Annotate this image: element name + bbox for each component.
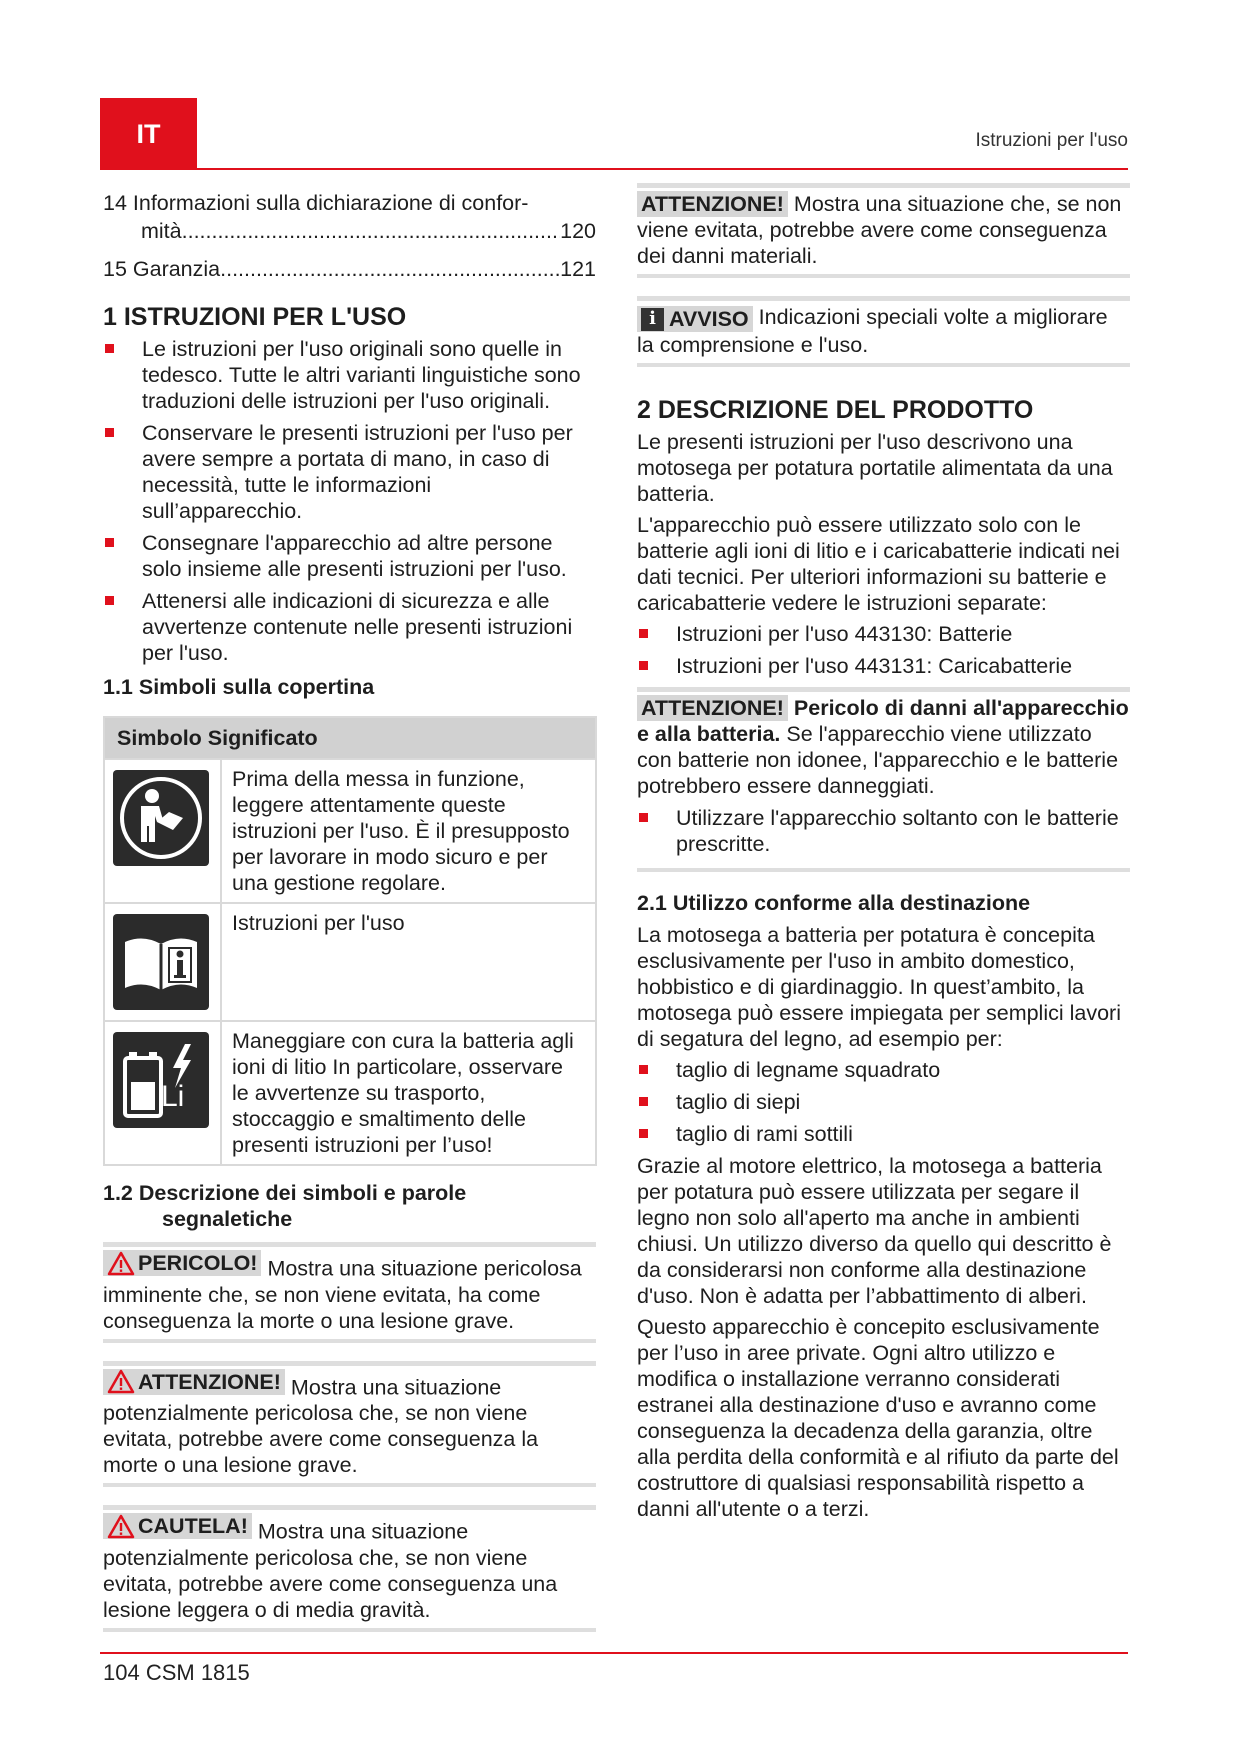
- col-meaning-header: Significato: [207, 726, 318, 750]
- left-column: [103, 190, 596, 1650]
- list-item: Le istruzioni per l'uso originali sono quelle in tedesco. Tutte le altri varianti linguistiche sono traduzioni delle istruzioni per l'uso originali.: [103, 336, 596, 414]
- note-label: ATTENZIONE!: [637, 695, 788, 721]
- table-row: [104, 759, 596, 903]
- cautela-note: [103, 1505, 596, 1632]
- list-item: Consegnare l'apparecchio ad altre persone solo insieme alle presenti istruzioni per l'uso.: [103, 530, 596, 582]
- warning-triangle-icon: [107, 1369, 135, 1394]
- avviso-note: [637, 296, 1130, 367]
- note-list: [637, 805, 1130, 857]
- attenzione-material-note: [637, 183, 1130, 278]
- toc-entry-continued: [103, 218, 596, 244]
- section-1-2-title-line1: 1.2 Descrizione dei simboli e parole: [103, 1181, 467, 1205]
- note-label: ATTENZIONE!: [637, 191, 788, 217]
- toc-entry-line1: 15 Garanzia: [103, 257, 221, 281]
- paragraph: L'apparecchio può essere utilizzato solo con le batterie agli ioni di litio e i caricabatterie indicati nei dati tecnici. Per ulteriori informazioni su batterie e caricabatterie vedere le istruzioni separate:: [637, 513, 1120, 615]
- list-item: taglio di legname squadrato: [637, 1057, 1130, 1083]
- table-row: [104, 1021, 596, 1165]
- meaning-cell: Istruzioni per l'uso: [221, 903, 596, 1021]
- toc-leader: [182, 218, 561, 244]
- note-label-text: PERICOLO!: [138, 1251, 258, 1275]
- list-item: Conservare le presenti istruzioni per l'uso per avere sempre a portata di mano, in caso di necessità, tutte le informazioni sull’apparecchio.: [103, 420, 596, 524]
- header-divider: [100, 168, 1128, 170]
- language-tab: [100, 98, 197, 170]
- paragraph: Grazie al motore elettrico, la motosega a batteria per potatura può essere utilizzata per segare il legno non solo all'aperto ma anche in ambienti chiusi. Un utilizzo diverso da quello qui descritto è da considerarsi non conforme alla destinazione d'uso. Non è adatta per l’abbattimento di alberi.: [637, 1154, 1112, 1308]
- toc-entry-line1: 14 Informazioni sulla dichiarazione di confor-: [103, 191, 529, 215]
- section-1-title: 1 ISTRUZIONI PER L'USO: [103, 303, 407, 331]
- note-label-text: ATTENZIONE!: [138, 1369, 281, 1394]
- note-text: Mostra una situazione potenzialmente pericolosa che, se non viene evitata, potrebbe avere come conseguenza la morte o una lesione grave.: [103, 1375, 539, 1477]
- note-label: [103, 1250, 261, 1276]
- section-1-2-title: [103, 1180, 596, 1232]
- attenzione-note: [103, 1361, 596, 1488]
- section-1-2-title-line2: segnaletiche: [162, 1207, 293, 1231]
- section-2-1-title: 2.1 Utilizzo conforme alla destinazione: [637, 891, 1031, 915]
- section-2-1-list: [637, 1057, 1130, 1147]
- list-item: Attenersi alle indicazioni di sicurezza e alle avvertenze contenute nelle presenti istruzioni per l'uso.: [103, 588, 596, 666]
- list-item: Istruzioni per l'uso 443131: Caricabatterie: [637, 653, 1130, 679]
- warning-triangle-icon: [107, 1251, 135, 1276]
- list-item: taglio di siepi: [637, 1089, 1130, 1115]
- read-manual-icon: [113, 770, 209, 866]
- list-item: Istruzioni per l'uso 443130: Batterie: [637, 621, 1130, 647]
- list-item: Utilizzare l'apparecchio soltanto con le batterie prescritte.: [637, 805, 1130, 857]
- paragraph: La motosega a batteria per potatura è concepita esclusivamente per l'uso in ambito domestico, hobbistico e di giardinaggio. In quest’ambito, la motosega può essere impiegata per semplici lavori di segatura del legno, ad esempio per:: [637, 923, 1121, 1051]
- toc-entry-line2: mità: [141, 219, 182, 243]
- note-text: Se l'apparecchio viene utilizzato con batterie non idonee, l'apparecchio e le batterie potrebbero essere danneggiati.: [637, 722, 1119, 798]
- paragraph: Le presenti istruzioni per l'uso descrivono una motosega per potatura portatile alimentata da una batteria.: [637, 430, 1113, 506]
- list-item: taglio di rami sottili: [637, 1121, 1130, 1147]
- pericolo-note: [103, 1242, 596, 1343]
- paragraph: Questo apparecchio è concepito esclusivamente per l’uso in aree private. Ogni altro utilizzo e modifica o installazione verranno considerati estranei alla destinazione d'uso e avranno come conseguenza la decadenza della garanzia, oltre alla perdita della conformità e al rifiuto da parte del costruttore di qualsiasi responsabilità rispetto a danni all'utente o a terzi.: [637, 1315, 1119, 1521]
- meaning-cell: Prima della messa in funzione, leggere attentamente queste istruzioni per l'uso. È il presupposto per lavorare in modo sicuro e per una gestione regolare.: [221, 759, 596, 903]
- toc-leader: [220, 256, 560, 282]
- li-battery-icon: [113, 1032, 209, 1128]
- note-label-text: CAUTELA!: [138, 1514, 248, 1538]
- toc-entry: [103, 190, 596, 216]
- note-label: [103, 1513, 252, 1539]
- note-text: Mostra una situazione che, se non viene evitata, potrebbe avere come conseguenza dei danni materiali.: [637, 192, 1122, 268]
- note-label: [637, 306, 753, 332]
- li-label: Li: [161, 1080, 185, 1113]
- toc-page: 120: [560, 219, 596, 243]
- toc-entry: [103, 256, 596, 282]
- toc-page: 121: [560, 257, 596, 281]
- symbol-cell: [104, 1021, 221, 1165]
- table-header: [104, 717, 596, 759]
- note-bold-text: Pericolo di danni all'apparecchio e alla batteria.: [637, 696, 1129, 746]
- warning-triangle-icon: [107, 1514, 135, 1539]
- info-icon: i: [641, 308, 664, 331]
- section-1-list: [103, 336, 596, 666]
- table-row: [104, 903, 596, 1021]
- symbols-table: [103, 716, 597, 1166]
- section-2-list: [637, 621, 1130, 679]
- section-1-1-title: 1.1 Simboli sulla copertina: [103, 675, 375, 699]
- col-symbol-header: Simbolo: [117, 726, 202, 750]
- toc: [103, 190, 596, 282]
- note-text: Mostra una situazione potenzialmente pericolosa che, se non viene evitata, potrebbe avere come conseguenza una lesione leggera o di media gravità.: [103, 1519, 558, 1622]
- note-text: Indicazioni speciali volte a migliorare la comprensione e l'uso.: [637, 305, 1108, 357]
- symbol-cell: [104, 759, 221, 903]
- page-number: 104 CSM 1815: [103, 1660, 250, 1685]
- battery-warning-note: [637, 687, 1130, 872]
- section-2-title: 2 DESCRIZIONE DEL PRODOTTO: [637, 396, 1034, 424]
- footer-divider: [100, 1652, 1128, 1654]
- note-text: Mostra una situazione pericolosa imminente che, se non viene evitata, ha come conseguenza la morte o una lesione grave.: [103, 1256, 582, 1333]
- right-column: [637, 183, 1130, 1527]
- meaning-cell: Maneggiare con cura la batteria agli ioni di litio In particolare, osservare le avvertenze su trasporto, stoccaggio e smaltimento delle presenti istruzioni per l’uso!: [221, 1021, 596, 1165]
- language-code: IT: [136, 118, 161, 149]
- manual-book-icon: [113, 914, 209, 1010]
- note-label-text: AVVISO: [669, 307, 749, 331]
- symbol-cell: [104, 903, 221, 1021]
- header-title: Istruzioni per l'uso: [975, 130, 1128, 151]
- note-label: [103, 1369, 285, 1395]
